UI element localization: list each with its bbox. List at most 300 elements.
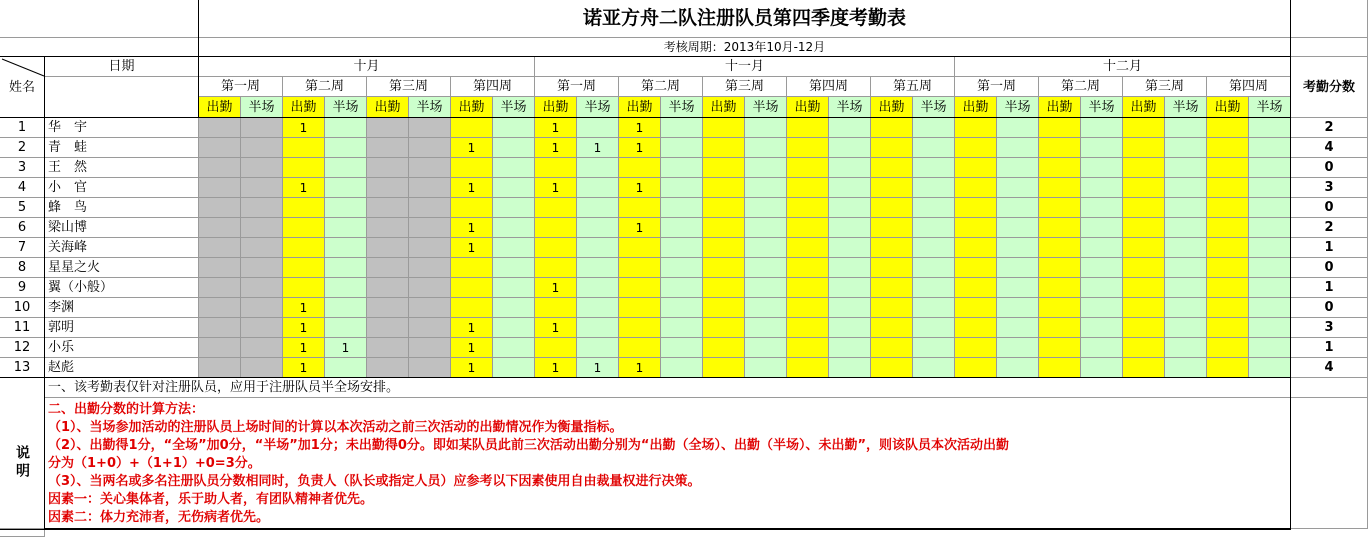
half-cell[interactable] <box>745 298 787 318</box>
attend-cell[interactable]: 1 <box>283 178 325 198</box>
attend-cell[interactable] <box>1207 258 1249 278</box>
half-cell[interactable] <box>1081 198 1123 218</box>
half-subheader[interactable]: 半场 <box>1081 97 1123 118</box>
score-cell[interactable]: 1 <box>1291 338 1368 358</box>
attend-cell[interactable] <box>703 358 745 378</box>
attend-subheader[interactable]: 出勤 <box>787 97 829 118</box>
attend-cell[interactable] <box>871 198 913 218</box>
attend-cell[interactable] <box>199 218 241 238</box>
attend-cell[interactable]: 1 <box>535 178 577 198</box>
half-cell[interactable] <box>1249 138 1291 158</box>
score-cell[interactable]: 4 <box>1291 358 1368 378</box>
half-cell[interactable] <box>997 118 1039 138</box>
row-number[interactable]: 2 <box>0 138 45 158</box>
attend-cell[interactable] <box>619 278 661 298</box>
attend-cell[interactable] <box>703 338 745 358</box>
half-cell[interactable] <box>325 298 367 318</box>
attend-cell[interactable]: 1 <box>283 118 325 138</box>
blank-cell[interactable] <box>1291 378 1368 398</box>
week-header[interactable]: 第一周 <box>535 77 619 97</box>
half-cell[interactable] <box>325 278 367 298</box>
corner-blank[interactable] <box>0 0 199 38</box>
half-subheader[interactable]: 半场 <box>493 97 535 118</box>
attend-cell[interactable] <box>199 198 241 218</box>
week-header[interactable]: 第三周 <box>1123 77 1207 97</box>
half-cell[interactable] <box>829 118 871 138</box>
score-cell[interactable]: 3 <box>1291 178 1368 198</box>
half-cell[interactable] <box>241 138 283 158</box>
row-number[interactable]: 1 <box>0 118 45 138</box>
half-cell[interactable] <box>913 158 955 178</box>
attend-cell[interactable]: 1 <box>535 278 577 298</box>
attend-cell[interactable] <box>619 338 661 358</box>
attend-cell[interactable] <box>1039 238 1081 258</box>
half-cell[interactable] <box>913 238 955 258</box>
half-cell[interactable] <box>1081 258 1123 278</box>
attend-cell[interactable] <box>1123 258 1165 278</box>
attend-cell[interactable] <box>199 338 241 358</box>
half-cell[interactable] <box>577 338 619 358</box>
attend-cell[interactable] <box>199 118 241 138</box>
attend-cell[interactable]: 1 <box>535 358 577 378</box>
half-cell[interactable] <box>1165 298 1207 318</box>
half-cell[interactable] <box>997 278 1039 298</box>
attend-cell[interactable] <box>367 158 409 178</box>
week-header[interactable]: 第四周 <box>787 77 871 97</box>
half-cell[interactable] <box>577 218 619 238</box>
attend-cell[interactable]: 1 <box>619 178 661 198</box>
half-cell[interactable] <box>1165 318 1207 338</box>
attend-cell[interactable] <box>367 358 409 378</box>
half-cell[interactable] <box>325 198 367 218</box>
attend-cell[interactable] <box>283 278 325 298</box>
week-header[interactable]: 第三周 <box>703 77 787 97</box>
half-cell[interactable] <box>577 158 619 178</box>
attend-cell[interactable] <box>619 318 661 338</box>
attend-cell[interactable] <box>787 158 829 178</box>
attend-cell[interactable] <box>955 318 997 338</box>
blank-cell[interactable] <box>1291 38 1368 57</box>
row-number[interactable]: 4 <box>0 178 45 198</box>
attend-cell[interactable] <box>1039 138 1081 158</box>
half-cell[interactable] <box>493 118 535 138</box>
attend-cell[interactable] <box>535 258 577 278</box>
half-cell[interactable] <box>913 198 955 218</box>
attend-cell[interactable] <box>955 358 997 378</box>
attend-cell[interactable] <box>199 238 241 258</box>
attend-cell[interactable]: 1 <box>451 358 493 378</box>
half-cell[interactable] <box>661 338 703 358</box>
half-cell[interactable] <box>577 318 619 338</box>
attend-cell[interactable]: 1 <box>283 358 325 378</box>
attend-cell[interactable] <box>703 138 745 158</box>
attend-cell[interactable]: 1 <box>451 178 493 198</box>
half-cell[interactable] <box>1081 298 1123 318</box>
half-cell[interactable] <box>1081 278 1123 298</box>
attend-cell[interactable] <box>1123 358 1165 378</box>
attend-cell[interactable] <box>787 178 829 198</box>
member-name[interactable]: 郭明 <box>45 318 199 338</box>
attend-cell[interactable] <box>283 138 325 158</box>
half-cell[interactable] <box>913 338 955 358</box>
attend-cell[interactable] <box>1039 298 1081 318</box>
member-name[interactable]: 李渊 <box>45 298 199 318</box>
attend-cell[interactable] <box>871 338 913 358</box>
attend-cell[interactable] <box>1207 338 1249 358</box>
attend-cell[interactable] <box>1039 158 1081 178</box>
attend-cell[interactable]: 1 <box>619 118 661 138</box>
attend-cell[interactable] <box>1207 218 1249 238</box>
attend-cell[interactable] <box>535 298 577 318</box>
attend-cell[interactable] <box>1207 178 1249 198</box>
member-name[interactable]: 华 宇 <box>45 118 199 138</box>
half-subheader[interactable]: 半场 <box>409 97 451 118</box>
attend-cell[interactable]: 1 <box>283 318 325 338</box>
half-cell[interactable] <box>409 138 451 158</box>
period-label[interactable]: 考核周期：2013年10月-12月 <box>199 38 1291 57</box>
attend-subheader[interactable]: 出勤 <box>1207 97 1249 118</box>
attend-cell[interactable] <box>703 118 745 138</box>
attend-cell[interactable] <box>871 298 913 318</box>
attend-cell[interactable] <box>1207 238 1249 258</box>
attend-cell[interactable] <box>1207 298 1249 318</box>
attend-cell[interactable] <box>367 238 409 258</box>
half-cell[interactable] <box>577 118 619 138</box>
row-number[interactable]: 13 <box>0 358 45 378</box>
attend-cell[interactable] <box>1123 158 1165 178</box>
week-header[interactable]: 第四周 <box>451 77 535 97</box>
half-cell[interactable] <box>829 178 871 198</box>
half-cell[interactable] <box>241 198 283 218</box>
half-cell[interactable] <box>493 358 535 378</box>
attend-cell[interactable]: 1 <box>283 338 325 358</box>
half-cell[interactable] <box>1081 118 1123 138</box>
attend-cell[interactable] <box>955 338 997 358</box>
score-cell[interactable]: 0 <box>1291 258 1368 278</box>
attend-cell[interactable] <box>955 178 997 198</box>
half-cell[interactable] <box>661 318 703 338</box>
attend-cell[interactable]: 1 <box>619 218 661 238</box>
attend-cell[interactable]: 1 <box>451 238 493 258</box>
score-cell[interactable]: 2 <box>1291 118 1368 138</box>
attend-cell[interactable] <box>787 198 829 218</box>
half-cell[interactable] <box>1165 338 1207 358</box>
attend-cell[interactable] <box>199 278 241 298</box>
half-cell[interactable] <box>1249 218 1291 238</box>
attend-cell[interactable] <box>1039 338 1081 358</box>
half-cell[interactable] <box>997 218 1039 238</box>
half-cell[interactable] <box>493 158 535 178</box>
half-cell[interactable] <box>1249 318 1291 338</box>
attend-cell[interactable] <box>955 118 997 138</box>
half-cell[interactable] <box>241 118 283 138</box>
half-cell[interactable] <box>913 218 955 238</box>
attend-cell[interactable] <box>619 198 661 218</box>
score-cell[interactable]: 0 <box>1291 298 1368 318</box>
attend-cell[interactable] <box>1123 238 1165 258</box>
attend-cell[interactable] <box>871 238 913 258</box>
half-cell[interactable] <box>913 138 955 158</box>
attend-subheader[interactable]: 出勤 <box>619 97 661 118</box>
attend-subheader[interactable]: 出勤 <box>199 97 241 118</box>
attend-cell[interactable] <box>871 278 913 298</box>
half-cell[interactable] <box>1249 118 1291 138</box>
half-cell[interactable] <box>241 218 283 238</box>
row-number[interactable]: 9 <box>0 278 45 298</box>
attend-cell[interactable] <box>703 298 745 318</box>
half-cell[interactable] <box>745 238 787 258</box>
attend-cell[interactable] <box>535 338 577 358</box>
attend-cell[interactable] <box>1039 178 1081 198</box>
attend-cell[interactable] <box>367 298 409 318</box>
attend-cell[interactable] <box>367 318 409 338</box>
attend-cell[interactable] <box>1039 218 1081 238</box>
attend-cell[interactable] <box>1039 278 1081 298</box>
half-subheader[interactable]: 半场 <box>577 97 619 118</box>
attend-cell[interactable] <box>787 138 829 158</box>
score-cell[interactable]: 2 <box>1291 218 1368 238</box>
half-cell[interactable] <box>661 178 703 198</box>
half-subheader[interactable]: 半场 <box>1249 97 1291 118</box>
half-cell[interactable] <box>997 138 1039 158</box>
half-cell[interactable] <box>577 178 619 198</box>
half-cell[interactable] <box>409 278 451 298</box>
attend-cell[interactable] <box>451 198 493 218</box>
attend-cell[interactable] <box>535 158 577 178</box>
half-cell[interactable] <box>493 258 535 278</box>
month-header[interactable]: 十一月 <box>535 57 955 77</box>
half-cell[interactable] <box>241 258 283 278</box>
half-cell[interactable]: 1 <box>577 358 619 378</box>
attend-cell[interactable] <box>1207 278 1249 298</box>
half-cell[interactable] <box>913 298 955 318</box>
half-cell[interactable] <box>409 198 451 218</box>
row-number[interactable]: 11 <box>0 318 45 338</box>
half-cell[interactable] <box>1165 218 1207 238</box>
week-header[interactable]: 第五周 <box>871 77 955 97</box>
half-subheader[interactable]: 半场 <box>745 97 787 118</box>
half-subheader[interactable]: 半场 <box>997 97 1039 118</box>
half-cell[interactable] <box>829 358 871 378</box>
attend-cell[interactable] <box>955 158 997 178</box>
half-cell[interactable] <box>325 258 367 278</box>
attend-cell[interactable] <box>955 298 997 318</box>
attend-cell[interactable] <box>1123 138 1165 158</box>
member-name[interactable]: 小乐 <box>45 338 199 358</box>
attend-cell[interactable] <box>451 158 493 178</box>
half-cell[interactable] <box>829 278 871 298</box>
half-cell[interactable] <box>1165 358 1207 378</box>
half-cell[interactable] <box>409 318 451 338</box>
attend-cell[interactable] <box>787 278 829 298</box>
half-cell[interactable] <box>913 318 955 338</box>
half-cell[interactable] <box>241 318 283 338</box>
half-subheader[interactable]: 半场 <box>325 97 367 118</box>
half-cell[interactable] <box>913 358 955 378</box>
attend-cell[interactable] <box>199 138 241 158</box>
attend-cell[interactable] <box>451 278 493 298</box>
half-cell[interactable] <box>997 298 1039 318</box>
blank-cell[interactable] <box>45 77 199 118</box>
attend-cell[interactable] <box>787 258 829 278</box>
attend-cell[interactable] <box>1123 318 1165 338</box>
half-cell[interactable] <box>493 298 535 318</box>
half-cell[interactable] <box>241 158 283 178</box>
attend-cell[interactable] <box>451 298 493 318</box>
attend-cell[interactable] <box>367 178 409 198</box>
attend-cell[interactable] <box>1207 158 1249 178</box>
score-cell[interactable]: 0 <box>1291 158 1368 178</box>
half-cell[interactable] <box>745 258 787 278</box>
half-cell[interactable] <box>241 298 283 318</box>
attend-cell[interactable]: 1 <box>535 318 577 338</box>
attend-cell[interactable] <box>367 138 409 158</box>
half-cell[interactable] <box>997 338 1039 358</box>
half-cell[interactable] <box>493 338 535 358</box>
attend-cell[interactable] <box>871 218 913 238</box>
half-cell[interactable] <box>829 138 871 158</box>
attend-cell[interactable] <box>367 198 409 218</box>
attend-cell[interactable] <box>367 258 409 278</box>
attend-cell[interactable] <box>1039 118 1081 138</box>
half-cell[interactable] <box>493 218 535 238</box>
half-cell[interactable] <box>493 178 535 198</box>
blank-cell[interactable] <box>0 38 199 57</box>
attend-cell[interactable] <box>703 158 745 178</box>
score-cell[interactable]: 1 <box>1291 278 1368 298</box>
member-name[interactable]: 翼（小般） <box>45 278 199 298</box>
half-subheader[interactable]: 半场 <box>241 97 283 118</box>
half-cell[interactable] <box>325 138 367 158</box>
attend-cell[interactable]: 1 <box>619 138 661 158</box>
attend-cell[interactable] <box>199 318 241 338</box>
attend-cell[interactable] <box>1123 178 1165 198</box>
half-cell[interactable] <box>661 118 703 138</box>
half-cell[interactable] <box>1249 298 1291 318</box>
attend-cell[interactable] <box>703 178 745 198</box>
month-header[interactable]: 十月 <box>199 57 535 77</box>
attend-subheader[interactable]: 出勤 <box>535 97 577 118</box>
half-cell[interactable] <box>409 358 451 378</box>
attend-cell[interactable] <box>283 218 325 238</box>
attend-cell[interactable] <box>871 138 913 158</box>
half-cell[interactable] <box>661 358 703 378</box>
half-cell[interactable] <box>1081 238 1123 258</box>
row-number[interactable]: 10 <box>0 298 45 318</box>
attend-cell[interactable] <box>703 258 745 278</box>
attend-cell[interactable] <box>283 198 325 218</box>
half-cell[interactable] <box>1081 138 1123 158</box>
half-cell[interactable] <box>577 258 619 278</box>
attend-subheader[interactable]: 出勤 <box>283 97 325 118</box>
attend-cell[interactable] <box>619 158 661 178</box>
attend-subheader[interactable]: 出勤 <box>703 97 745 118</box>
half-cell[interactable] <box>661 238 703 258</box>
week-header[interactable]: 第二周 <box>1039 77 1123 97</box>
attend-cell[interactable] <box>535 198 577 218</box>
half-cell[interactable] <box>1249 238 1291 258</box>
attend-cell[interactable] <box>871 158 913 178</box>
attend-cell[interactable] <box>1039 258 1081 278</box>
attend-cell[interactable] <box>199 178 241 198</box>
half-cell[interactable] <box>325 178 367 198</box>
half-cell[interactable] <box>409 178 451 198</box>
row-number[interactable]: 6 <box>0 218 45 238</box>
half-cell[interactable] <box>1249 198 1291 218</box>
half-cell[interactable] <box>1081 338 1123 358</box>
half-cell[interactable] <box>829 298 871 318</box>
attend-cell[interactable] <box>955 278 997 298</box>
attend-cell[interactable] <box>199 258 241 278</box>
half-cell[interactable] <box>829 158 871 178</box>
attend-cell[interactable] <box>703 318 745 338</box>
attend-cell[interactable] <box>955 198 997 218</box>
half-cell[interactable] <box>913 178 955 198</box>
half-cell[interactable] <box>1249 258 1291 278</box>
half-cell[interactable] <box>241 358 283 378</box>
half-cell[interactable] <box>409 218 451 238</box>
note-line[interactable]: 一、该考勤表仅针对注册队员，应用于注册队员半全场安排。 <box>45 378 1291 398</box>
attend-cell[interactable] <box>1039 318 1081 338</box>
week-header[interactable]: 第二周 <box>619 77 703 97</box>
name-header[interactable]: 姓名 <box>0 57 45 118</box>
member-name[interactable]: 关海峰 <box>45 238 199 258</box>
half-subheader[interactable]: 半场 <box>661 97 703 118</box>
half-cell[interactable] <box>745 158 787 178</box>
row-number[interactable]: 5 <box>0 198 45 218</box>
half-cell[interactable] <box>1081 218 1123 238</box>
attend-cell[interactable] <box>703 218 745 238</box>
attend-cell[interactable] <box>1207 138 1249 158</box>
half-cell[interactable] <box>493 198 535 218</box>
sheet-title[interactable]: 诺亚方舟二队注册队员第四季度考勤表 <box>199 0 1291 38</box>
half-cell[interactable] <box>325 158 367 178</box>
score-cell[interactable]: 3 <box>1291 318 1368 338</box>
score-cell[interactable]: 0 <box>1291 198 1368 218</box>
half-cell[interactable] <box>325 318 367 338</box>
half-cell[interactable] <box>829 218 871 238</box>
attend-cell[interactable] <box>451 258 493 278</box>
half-cell[interactable] <box>1165 178 1207 198</box>
half-cell[interactable] <box>1081 178 1123 198</box>
attend-cell[interactable] <box>703 198 745 218</box>
half-cell[interactable] <box>241 338 283 358</box>
half-cell[interactable] <box>913 258 955 278</box>
member-name[interactable]: 梁山博 <box>45 218 199 238</box>
attend-cell[interactable] <box>1039 198 1081 218</box>
attend-cell[interactable] <box>283 258 325 278</box>
attend-subheader[interactable]: 出勤 <box>1039 97 1081 118</box>
date-header[interactable]: 日期 <box>45 57 199 77</box>
half-cell[interactable] <box>1081 318 1123 338</box>
attend-subheader[interactable]: 出勤 <box>367 97 409 118</box>
attend-cell[interactable] <box>787 358 829 378</box>
attend-cell[interactable] <box>955 138 997 158</box>
half-cell[interactable] <box>745 338 787 358</box>
row-number[interactable]: 12 <box>0 338 45 358</box>
attend-cell[interactable]: 1 <box>451 318 493 338</box>
attend-cell[interactable] <box>367 118 409 138</box>
attend-cell[interactable] <box>199 298 241 318</box>
half-cell[interactable] <box>409 158 451 178</box>
attend-cell[interactable] <box>619 298 661 318</box>
half-cell[interactable] <box>829 258 871 278</box>
half-cell[interactable] <box>661 258 703 278</box>
attend-cell[interactable] <box>1123 118 1165 138</box>
half-cell[interactable] <box>745 278 787 298</box>
half-cell[interactable]: 1 <box>577 138 619 158</box>
half-cell[interactable]: 1 <box>325 338 367 358</box>
